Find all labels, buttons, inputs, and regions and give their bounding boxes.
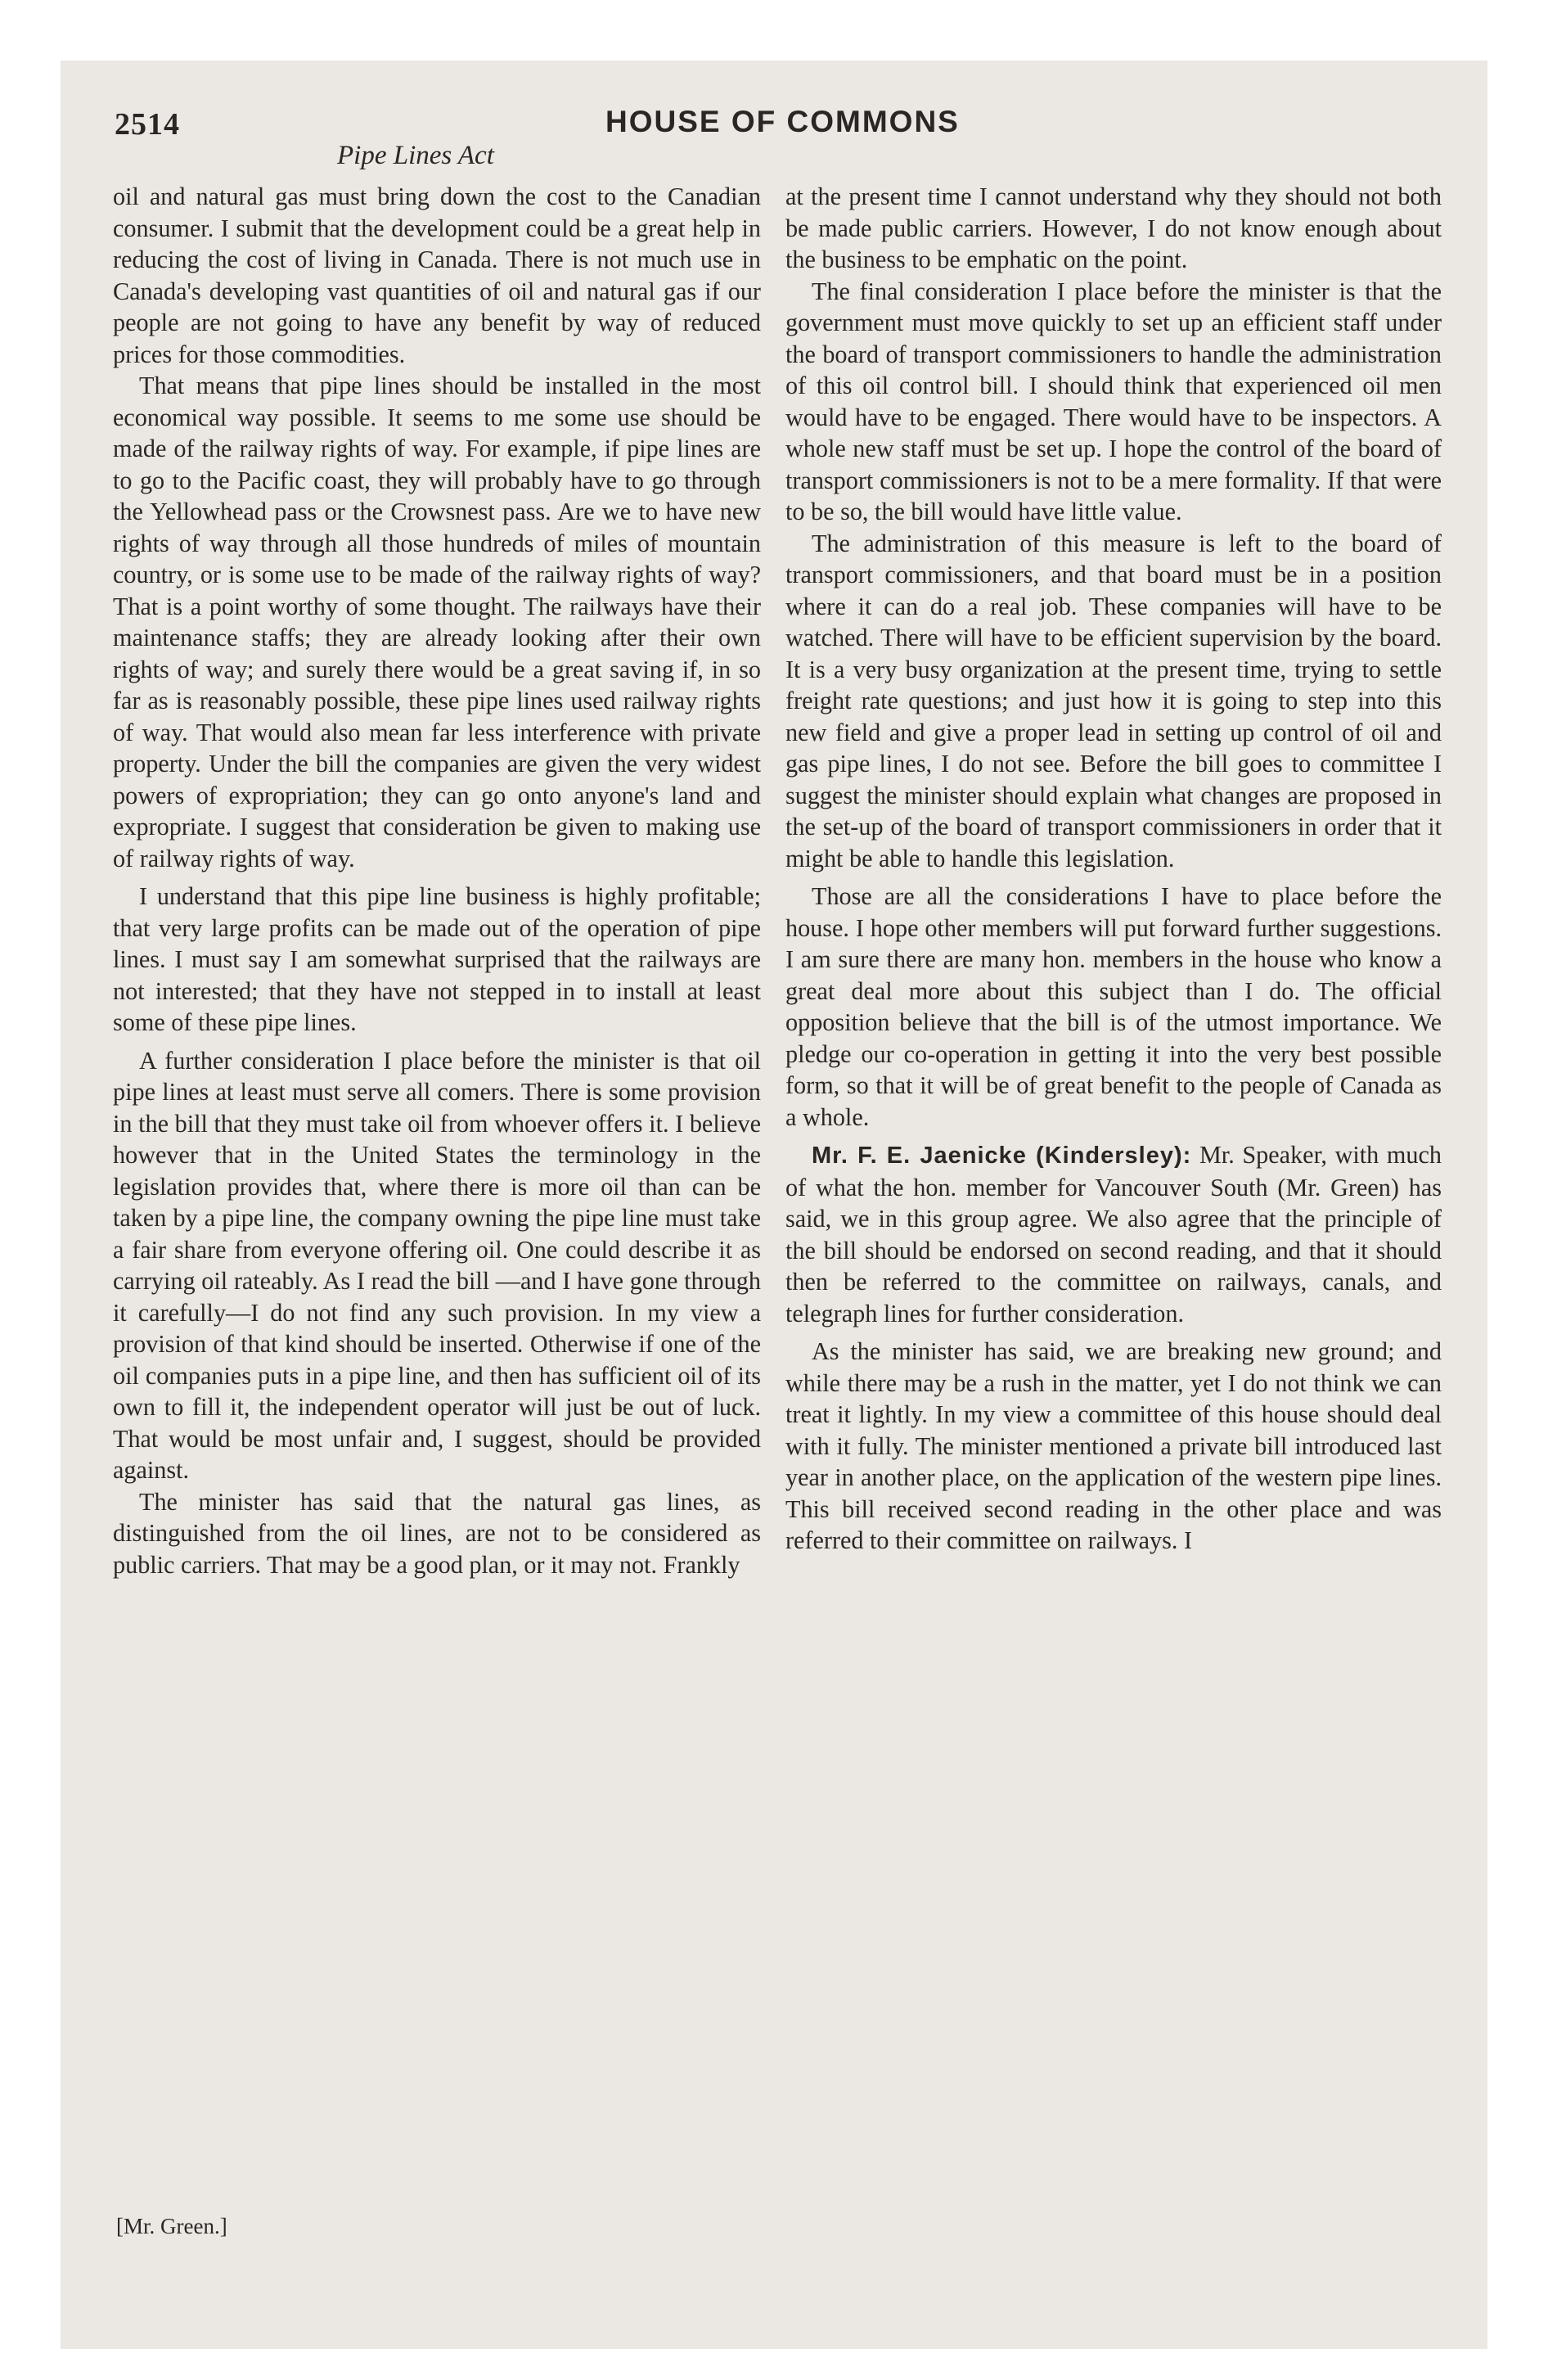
paragraph: That means that pipe lines should be installed in the most economical way possible. It seems to me some use should be made of the railway rights of way. For example, if pipe lines are to go to the Pacific coast, they will probably have to go through the Yellowhead pass or the Crowsnest pass. Are we to have new rights of way through all those hundreds of miles of mountain country, or is some use to be made of the railway rights of way? That is a point worthy of some thought. The railways have their maintenance staffs; they are already looking after their own rights of way; and surely there would be a great saving if, in so far as is reasonably possible, these pipe lines used railway rights of way. That would also mean far less interference with private property. Under the bill the companies are given the very widest powers of expropriation; they can go onto anyone's land and expropriate. I suggest that consideration be given to making use of railway rights of way. bbox=[113, 372, 761, 872]
speaker-name: Mr. F. E. Jaenicke (Kindersley): bbox=[812, 1143, 1192, 1169]
page-number: 2514 bbox=[115, 107, 180, 142]
right-column bbox=[785, 181, 1442, 1557]
paragraph: A further consideration I place before the minister is that oil pipe lines at least must serve all comers. There is some provision in the bill that they must take oil from whoever offers it. I believe however that in the United States the terminology in the legislation provides that, where there is more oil than can be taken by a pipe line, the company owning the pipe line must take a fair share from everyone offering oil. One could describe it as carrying oil rateably. As I read the bill —and I have gone through it carefully—I do not find any such provision. In my view a provision of that kind should be inserted. Otherwise if one of the oil companies puts in a pipe line, and then has sufficient oil of its own to fill it, the independent operator will just be out of luck. That would be most unfair and, I suggest, should be provided against. bbox=[113, 1046, 761, 1484]
paragraph: oil and natural gas must bring down the cost to the Canadian consumer. I submit that the development could be a great help in reducing the cost of living in Canada. There is not much use in Canada's developing vast quantities of oil and natural gas if our people are not going to have any benefit by way of reduced prices for those commodities. bbox=[113, 183, 761, 368]
paragraph: As the minister has said, we are breaking new ground; and while there may be a rush in the matter, yet I do not think we can treat it lightly. In my view a committee of this house should deal with it fully. The minister mentioned a private bill introduced last year in another place, on the application of the western pipe lines. This bill received second reading in the other place and was referred to their committee on railways. I bbox=[785, 1337, 1442, 1554]
paragraph: I understand that this pipe line business is highly profitable; that very large profits can be made out of the operation of pipe lines. I must say I am somewhat surprised that the railways are not interested; that they have not stepped in to install at least some of these pipe lines. bbox=[113, 882, 761, 1036]
speech-text: Mr. Speaker, with much of what the hon. member for Vancouver South (Mr. Green) has said, we in this group agree. We also agree that the principle of the bill should be endorsed on second reading, and that it should then be referred to the committee on railways, canals, and telegraph lines for further consideration. bbox=[785, 1141, 1442, 1327]
paragraph: The minister has said that the natural gas lines, as distinguished from the oil lines, are not to be considered as public carriers. That may be a good plan, or it may not. Frankly bbox=[113, 1487, 761, 1579]
page-title: HOUSE OF COMMONS bbox=[605, 105, 960, 138]
paragraph: The final consideration I place before the minister is that the government must move quickly to set up an efficient staff under the board of transport commissioners to handle the administration of this oil control bill. I should think that experienced oil men would have to be engaged. There would have to be inspectors. A whole new staff must be set up. I hope the control of the board of transport commissioners is not to be a mere formality. If that were to be so, the bill would have little value. bbox=[785, 277, 1442, 525]
left-column bbox=[113, 181, 761, 1580]
running-subject: Pipe Lines Act bbox=[337, 141, 494, 170]
paragraph: at the present time I cannot understand why they should not both be made public carriers. However, I do not know enough about the business to be emphatic on the point. bbox=[785, 183, 1442, 273]
speech-paragraph bbox=[785, 1139, 1442, 1329]
paragraph: Those are all the considerations I have to place before the house. I hope other members will put forward further suggestions. I am sure there are many hon. members in the house who know a great deal more about this subject than I do. The official opposition believe that the bill is of the utmost importance. We pledge our co-operation in getting it into the very best possible form, so that it will be of great benefit to the people of Canada as a whole. bbox=[785, 882, 1442, 1131]
footer-speaker-ref: [Mr. Green.] bbox=[116, 2214, 227, 2238]
paragraph: The administration of this measure is left to the board of transport commissioners, and that board must be in a position where it can do a real job. These companies will have to be watched. There will have to be efficient supervision by the board. It is a very busy organization at the present time, trying to settle freight rate questions; and just how it is going to step into this new field and give a proper lead in setting up control of oil and gas pipe lines, I do not see. Before the bill goes to committee I suggest the minister should explain what changes are proposed in the set-up of the board of transport commissioners in order that it might be able to handle this legislation. bbox=[785, 529, 1442, 872]
